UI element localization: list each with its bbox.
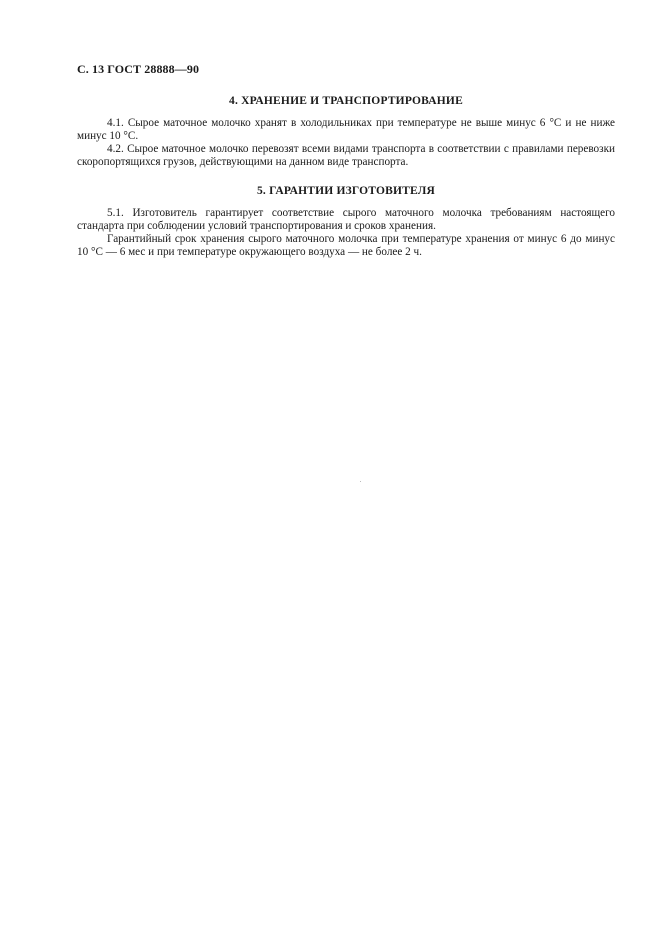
paragraph-4-1: 4.1. Сырое маточное молочко хранят в холодильниках при температуре не выше минус 6 °С и не ниже минус 10 °С. xyxy=(77,117,615,142)
paragraph-4-2: 4.2. Сырое маточное молочко перевозят всеми видами транспорта в соответствии с правилами перевозки скоропортящихся грузов, действующими на данном виде транспорта. xyxy=(77,143,615,168)
scan-speck xyxy=(360,481,361,482)
paragraph-warranty-period: Гарантийный срок хранения сырого маточного молочка при температуре хранения от минус 6 до минус 10 °С — 6 мес и при температуре окружающего воздуха — не более 2 ч. xyxy=(77,233,615,258)
running-header: С. 13 ГОСТ 28888—90 xyxy=(77,62,200,76)
paragraph-5-1: 5.1. Изготовитель гарантирует соответствие сырого маточного молочка требованиям настоящего стандарта при соблюдении условий транспортирования и сроков хранения. xyxy=(77,207,615,232)
section-title-manufacturer-warranty: 5. ГАРАНТИИ ИЗГОТОВИТЕЛЯ xyxy=(256,185,436,197)
section-title-storage-transport: 4. ХРАНЕНИЕ И ТРАНСПОРТИРОВАНИЕ xyxy=(229,95,463,107)
section-storage-transport xyxy=(77,95,615,169)
section-manufacturer-warranty xyxy=(77,185,615,259)
